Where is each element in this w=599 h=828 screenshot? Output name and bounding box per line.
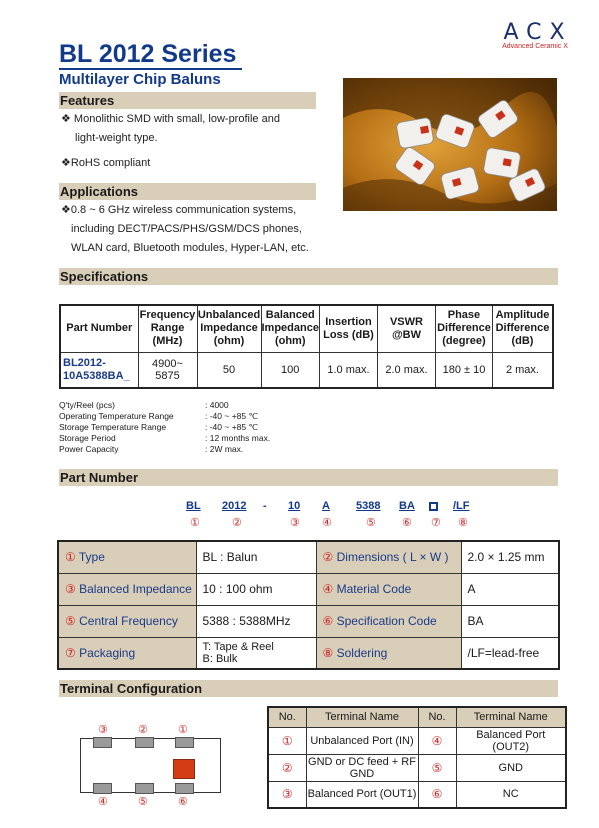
misc-row: Storage Period : 12 months max. — [59, 433, 271, 443]
terminal-name: Balanced Port (OUT1) — [306, 781, 418, 808]
spec-header: Phase Difference (degree) — [435, 305, 492, 352]
pn-number: ① — [190, 517, 200, 529]
misc-row: Storage Temperature Range : -40 ~ +85 ℃ — [59, 422, 259, 432]
terminal-row — [268, 727, 566, 754]
terminal-table — [267, 706, 567, 809]
spec-header: Balanced Impedance (ohm) — [261, 305, 319, 352]
pn-segment: 10 — [288, 500, 301, 512]
pn-field-label: ⑧ Soldering — [316, 637, 461, 669]
pn-table-row — [58, 541, 559, 573]
applications-text — [61, 201, 351, 258]
pn-field-label: ④ Material Code — [316, 573, 461, 605]
terminal-header: Terminal Name — [456, 707, 566, 727]
pn-segment: /LF — [453, 500, 470, 512]
spec-part-number: BL2012-10A5388BA_ — [60, 352, 138, 388]
application-line: including DECT/PACS/PHS/GSM/DCS phones, — [71, 223, 302, 235]
page-title: BL 2012 Series — [59, 40, 237, 68]
spec-cell: 2.0 max. — [377, 352, 435, 388]
spec-header: Insertion Loss (dB) — [319, 305, 377, 352]
terminal-no: ④ — [418, 727, 456, 754]
pn-table-row — [58, 605, 559, 637]
pn-segment: 5388 — [356, 500, 381, 512]
pin-label: ② — [138, 724, 148, 736]
terminal-name: GND or DC feed + RF GND — [306, 754, 418, 781]
pn-field-label: ⑦ Packaging — [58, 637, 196, 669]
chip-baluns-image — [343, 78, 557, 211]
spec-cell: 50 — [197, 352, 261, 388]
terminal-pad — [93, 737, 112, 748]
pin-label: ⑥ — [178, 796, 188, 808]
spec-cell: 1.0 max. — [319, 352, 377, 388]
terminal-row — [268, 781, 566, 808]
spec-header: Amplitude Difference (dB) — [492, 305, 553, 352]
pn-number: ⑥ — [402, 517, 412, 529]
pn-field-value: /LF=lead-free — [461, 637, 559, 669]
spec-header: Frequency Range (MHz) — [138, 305, 197, 352]
pn-table-row — [58, 573, 559, 605]
spec-header: VSWR @BW — [377, 305, 435, 352]
spec-header-row — [60, 305, 553, 352]
terminal-header: Terminal Name — [306, 707, 418, 727]
applications-heading: Applications — [59, 183, 316, 200]
specifications-heading: Specifications — [59, 268, 558, 285]
part-number-code — [180, 500, 490, 532]
terminal-name: Balanced Port (OUT2) — [456, 727, 566, 754]
feature-item: ❖RoHS compliant — [61, 157, 151, 169]
application-line: ❖0.8 ~ 6 GHz wireless communication systems, — [61, 204, 297, 216]
pn-field-value: BL : Balun — [196, 541, 316, 573]
terminal-name: GND — [456, 754, 566, 781]
pn-segment: A — [322, 500, 330, 512]
pn-field-value: BA — [461, 605, 559, 637]
terminal-no: ① — [268, 727, 306, 754]
brand-logo — [490, 20, 580, 50]
terminal-diagram — [80, 723, 221, 807]
pn-segment: - — [263, 500, 267, 512]
terminal-header: No. — [268, 707, 306, 727]
terminal-no: ③ — [268, 781, 306, 808]
pn-number: ④ — [322, 517, 332, 529]
pn-field-label: ⑥ Specification Code — [316, 605, 461, 637]
terminal-no: ② — [268, 754, 306, 781]
pn-field-label: ② Dimensions ( L × W ) — [316, 541, 461, 573]
misc-row: Operating Temperature Range : -40 ~ +85 ℃ — [59, 411, 259, 421]
spec-cell: 100 — [261, 352, 319, 388]
pn-number: ⑤ — [366, 517, 376, 529]
orientation-mark — [173, 759, 195, 779]
logo-name: ACX — [503, 20, 573, 45]
spec-cell: 4900~ 5875 — [138, 352, 197, 388]
pn-field-value: A — [461, 573, 559, 605]
terminal-heading: Terminal Configuration — [59, 680, 558, 697]
terminal-pad — [175, 783, 194, 794]
feature-item: ❖ Monolithic SMD with small, low-profile and — [61, 113, 280, 125]
pn-table-row — [58, 637, 559, 669]
pin-label: ④ — [98, 796, 108, 808]
features-heading: Features — [59, 92, 316, 109]
pn-field-value: 10 : 100 ohm — [196, 573, 316, 605]
part-number-heading: Part Number — [59, 469, 558, 486]
terminal-header-row — [268, 707, 566, 727]
spec-cell: 2 max. — [492, 352, 553, 388]
title-underline — [59, 68, 242, 70]
misc-specs — [59, 400, 270, 455]
part-number-table — [57, 540, 560, 670]
terminal-pad — [135, 737, 154, 748]
spec-header: Unbalanced Impedance (ohm) — [197, 305, 261, 352]
spec-row — [60, 352, 553, 388]
features-list — [61, 110, 341, 173]
pn-field-value: 2.0 × 1.25 mm — [461, 541, 559, 573]
pn-field-label: ③ Balanced Impedance — [58, 573, 196, 605]
feature-item: light-weight type. — [75, 132, 158, 144]
misc-row: Power Capacity : 2W max. — [59, 444, 244, 454]
misc-row: Q'ty/Reel (pcs) : 4000 — [59, 400, 229, 410]
terminal-name: Unbalanced Port (IN) — [306, 727, 418, 754]
terminal-pad — [175, 737, 194, 748]
terminal-no: ⑥ — [418, 781, 456, 808]
pn-number: ③ — [290, 517, 300, 529]
pn-field-value: T: Tape & Reel B: Bulk — [196, 637, 316, 669]
terminal-pad — [135, 783, 154, 794]
terminal-name: NC — [456, 781, 566, 808]
pn-number: ② — [232, 517, 242, 529]
specifications-table — [59, 304, 554, 389]
pn-number: ⑧ — [458, 517, 468, 529]
pin-label: ③ — [98, 724, 108, 736]
pn-segment: BA — [399, 500, 415, 512]
application-line: WLAN card, Bluetooth modules, Hyper-LAN, etc. — [71, 242, 309, 254]
pn-field-label: ① Type — [58, 541, 196, 573]
pin-label: ① — [178, 724, 188, 736]
pn-field-label: ⑤ Central Frequency — [58, 605, 196, 637]
pn-number: ⑦ — [431, 517, 441, 529]
terminal-header: No. — [418, 707, 456, 727]
pn-segment: BL — [186, 500, 201, 512]
pin-label: ⑤ — [138, 796, 148, 808]
spec-header: Part Number — [60, 305, 138, 352]
logo-tagline: Advanced Ceramic X — [502, 43, 568, 50]
terminal-no: ⑤ — [418, 754, 456, 781]
product-photo — [343, 78, 557, 211]
terminal-pad — [93, 783, 112, 794]
pn-segment: 2012 — [222, 500, 247, 512]
page-subtitle: Multilayer Chip Baluns — [59, 71, 221, 88]
spec-cell: 180 ± 10 — [435, 352, 492, 388]
terminal-row — [268, 754, 566, 781]
pn-field-value: 5388 : 5388MHz — [196, 605, 316, 637]
